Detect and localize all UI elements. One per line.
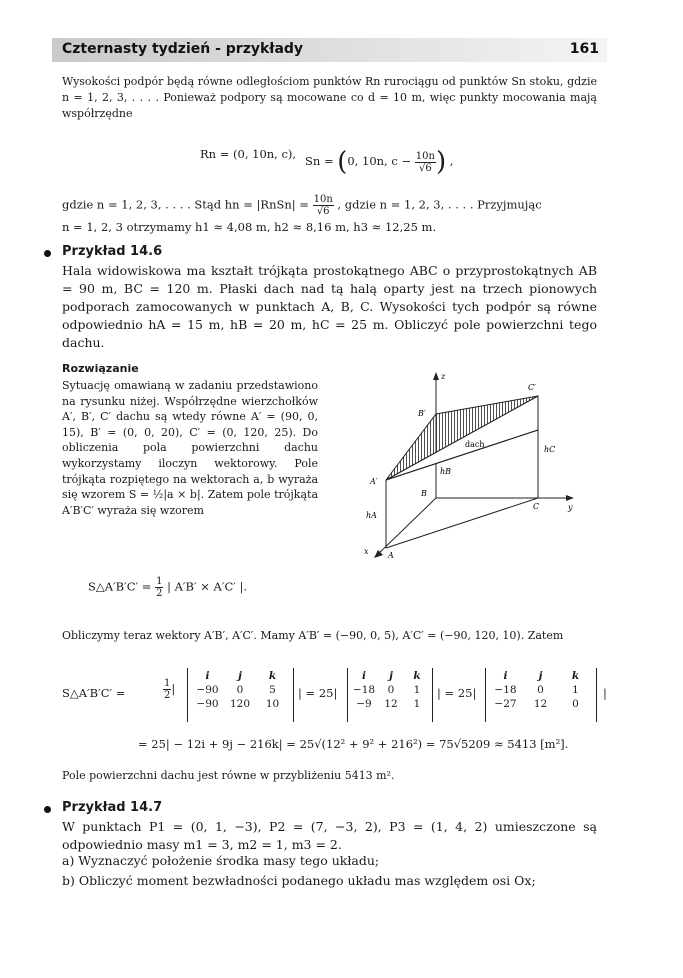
solution-heading: Rozwiązanie (62, 362, 139, 375)
matrix-cell: −90 (196, 684, 219, 696)
matrix-cell: −27 (494, 698, 517, 710)
matrix-half: $\frac{1}{2}$ | (164, 678, 176, 701)
matrix-cell: 1 (413, 698, 421, 710)
hall-roof-figure (330, 368, 600, 568)
intro-eq-rn: Rn = (0, 10n, c), (200, 147, 297, 161)
matrix-cell: 5 (269, 684, 276, 696)
intro-eq-sn: Sn = (0, 10n, c − $\frac{10n}{√6}$ ) , (305, 147, 454, 177)
matrix-lhs: S△A′B′C′ = (62, 686, 126, 700)
matrix-cell: 1 (572, 684, 579, 696)
label-z: z (441, 372, 446, 381)
equals-25-a: | = 25| (298, 686, 338, 700)
matrix-cell: −18 (352, 684, 376, 696)
intro-paragraph: Wysokości podpór będą równe odległościom punktów Rn rurociągu od punktów Sn stoku, gdzie n = 1, 2, 3, . . . . Ponieważ podpory są mocowane co d = 10 m, więc punkty mocowania mają współrzędne (62, 75, 597, 120)
page-number: 161 (569, 41, 599, 57)
matrix-cell: 0 (236, 684, 244, 696)
matrix-cell: −18 (494, 684, 517, 696)
label-b-prime: B′ (418, 409, 426, 418)
matrix-cell: 10 (265, 698, 280, 710)
page-header (52, 38, 607, 62)
determinant-1 (190, 670, 290, 710)
conclusion-text: Pole powierzchni dachu jest równe w przybliżeniu 5413 m². (62, 769, 395, 782)
matrix-cell: 0 (387, 684, 395, 696)
z-axis-arrow-icon (433, 372, 439, 380)
matrix-cell: 12 (533, 698, 548, 710)
label-x: x (364, 547, 369, 556)
intro-line3: n = 1, 2, 3 otrzymamy h1 ≈ 4,08 m, h2 ≈ 8,16 m, h3 ≈ 12,25 m. (62, 220, 437, 234)
matrix-cell: j (538, 670, 543, 682)
area-formula: S△A′B′C′ = $\frac{1}{2}$ | A′B′ × A′C′ |. (88, 576, 248, 599)
x-axis (376, 498, 436, 556)
determinant-2 (350, 670, 430, 710)
matrix-cell: −90 (196, 698, 219, 710)
item-b: b) Obliczyć moment bezwładności podanego układu mas względem osi Ox; (62, 873, 536, 888)
y-axis-arrow-icon (566, 495, 574, 501)
matrix-cell: i (362, 670, 366, 682)
vectors-text: Obliczymy teraz wektory A′B′, A′C′. Mamy A′B′ = (−90, 0, 5), A′C′ = (−90, 120, 10). Zatem (62, 629, 564, 642)
label-y: y (568, 503, 573, 512)
bullet-icon (44, 806, 51, 813)
matrix-cell: −9 (356, 698, 372, 710)
matrix-cell: 0 (537, 684, 544, 696)
item-a: a) Wyznaczyć położenie środka masy tego układu; (62, 853, 380, 868)
matrix-cell: i (503, 670, 508, 682)
example-14-6-text: Hala widowiskowa ma kształt trójkąta prostokątnego ABC o przyprostokątnych AB = 90 m, BC = 120 m. Płaski dach nad tą halą oparty jest na trzech pionowych podporach zamocowanych w punktach A, B, C. Wysokości tych podpór są równe odpowiednio hA = 15 m, hB = 20 m, hC = 25 m. Obliczyć pole powierzchni tego dachu. (62, 263, 597, 350)
equals-25-b: | = 25| (437, 686, 477, 700)
chapter-title: Czternasty tydzień - przykłady (62, 41, 304, 57)
matrix-cell: 0 (572, 698, 579, 710)
example-14-7-text: W punktach P1 = (0, 1, −3), P2 = (7, −3, 2), P3 = (1, 4, 2) umieszczone są odpowiednio masy m1 = 3, m2 = 1, m3 = 2. (62, 819, 597, 852)
matrix-cell: k (413, 670, 421, 682)
determinant-3 (488, 670, 593, 710)
example-heading-14-7: Przykład 14.7 (62, 800, 163, 815)
label-hc: hC (544, 445, 556, 454)
label-roof: dach (465, 440, 485, 449)
matrix-cell: i (205, 670, 210, 682)
base-edge-ac (386, 498, 538, 548)
solution-text: Sytuację omawianą w zadaniu przedstawiono na rysunku niżej. Współrzędne wierzchołków A′, B′, C′ dachu są wtedy równe A′ = (90, 0, 15), B′ = (0, 0, 20), C′ = (0, 120, 25). Do obliczenia pola powierzchni dachu wykorzystamy iloczyn wektorowy. Pole trójkąta rozpiętego na wektorach a, b wyraża się wzorem S = ½|a × b|. Zatem pole trójkąta A′B′C′ wyraża się wzorem (62, 379, 318, 517)
label-hb: hB (440, 467, 452, 476)
label-b: B (421, 489, 427, 498)
matrix-cell: 1 (413, 684, 421, 696)
matrix-cell: 12 (384, 698, 398, 710)
matrix-cell: k (268, 670, 277, 682)
label-c: C (533, 502, 540, 511)
matrix-cell: j (389, 670, 393, 682)
label-a-prime: A′ (370, 477, 378, 486)
result-line: = 25| − 12i + 9j − 216k| = 25√(12² + 9² + 216²) = 75√5209 ≈ 5413 [m²]. (138, 737, 569, 751)
matrix-cell: j (238, 670, 242, 682)
example-heading-14-6: Przykład 14.6 (62, 244, 163, 259)
label-a: A (388, 551, 394, 560)
label-c-prime: C′ (528, 383, 536, 392)
label-ha: hA (366, 511, 377, 520)
bullet-icon (44, 250, 51, 257)
intro-line2: gdzie n = 1, 2, 3, . . . . Stąd hn = |RnSn| = $\frac{10n}{√6}$ , gdzie n = 1, 2, 3, . . . . Przyjmując (62, 194, 542, 217)
matrix-cell: k (571, 670, 580, 682)
matrix-cell: 120 (229, 698, 251, 710)
